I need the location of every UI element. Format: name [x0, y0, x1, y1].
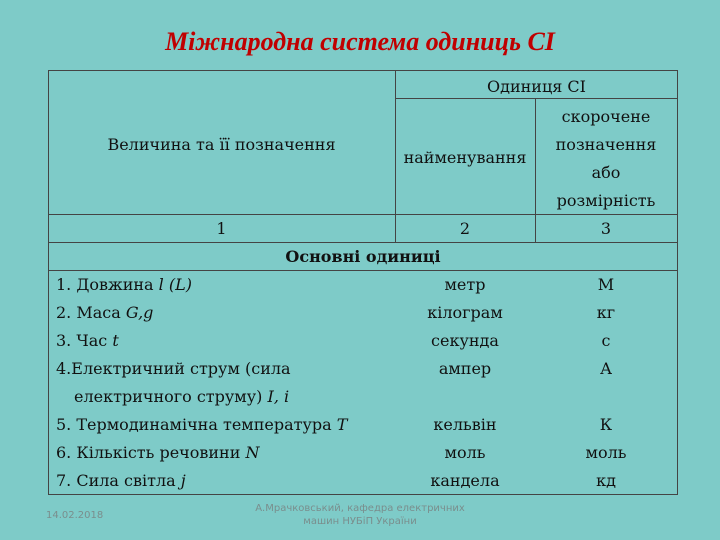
unit-name-cell: моль: [444, 443, 486, 462]
header-name: найменування: [403, 148, 527, 167]
header-short-line-4: розмірність: [556, 191, 656, 210]
quantity-cell: [56, 305, 153, 321]
quantity-text: 6. Кількість речовини: [56, 443, 246, 462]
unit-name-cell: метр: [444, 275, 486, 294]
unit-name-cell: кілограм: [427, 303, 503, 322]
unit-name-cell: секунда: [431, 331, 499, 350]
quantity-cell: [56, 473, 186, 489]
unit-short-cell: моль: [585, 443, 627, 462]
quantity-text: 5. Термодинамічна температура: [56, 415, 337, 434]
quantity-symbol: t: [112, 331, 119, 350]
numbers-bottom-border: [48, 242, 678, 243]
quantity-cell: [56, 417, 347, 433]
quantity-text: електричного струму): [74, 387, 268, 406]
header-si-unit: Одиниця СІ: [487, 77, 586, 96]
quantity-symbol: N: [245, 443, 260, 462]
table-right-border: [677, 70, 678, 494]
quantity-text: 2. Маса: [56, 303, 126, 322]
table-bottom-border: [48, 494, 678, 495]
quantity-symbol: G,g: [125, 303, 154, 322]
footer-author-line-2: машин НУБіП України: [303, 516, 417, 527]
section-title: Основні одиниці: [285, 247, 441, 266]
quantity-symbol: j: [180, 471, 186, 490]
unit-name-cell: кельвін: [433, 415, 497, 434]
quantity-cell: [56, 333, 119, 349]
quantity-text: 7. Сила світла: [56, 471, 181, 490]
section-bottom-border: [48, 270, 678, 271]
footer-date: 14.02.2018: [46, 510, 104, 521]
quantity-symbol: l (L): [158, 275, 192, 294]
page-title: Міжнародна система одиниць СІ: [165, 27, 555, 56]
quantity-cell: [56, 361, 291, 377]
column-number-1: 1: [216, 219, 227, 238]
header-short-line-3: або: [591, 163, 621, 182]
unit-name-cell: кандела: [430, 471, 500, 490]
header-bottom-border: [48, 214, 678, 215]
footer-author-line-1: А.Мрачковський, кафедра електричних: [255, 503, 465, 514]
quantity-text: 1. Довжина: [56, 275, 159, 294]
quantity-cell: [56, 277, 192, 293]
unit-short-cell: с: [601, 331, 611, 350]
quantity-cell: [74, 389, 289, 405]
si-unit-divider: [395, 98, 678, 99]
table-top-border: [48, 70, 678, 71]
unit-name-cell: ампер: [438, 359, 492, 378]
column-number-2: 2: [459, 219, 471, 238]
quantity-symbol: I, i: [267, 387, 290, 406]
quantity-symbol: T: [336, 415, 348, 434]
table-left-border: [48, 70, 49, 494]
column-number-3: 3: [600, 219, 612, 238]
unit-short-cell: кг: [596, 303, 616, 322]
unit-short-cell: кд: [596, 471, 616, 490]
header-short-line-1: скорочене: [561, 107, 651, 126]
header-quantity: Величина та її позначення: [107, 135, 336, 154]
header-short-line-2: позначення: [555, 135, 657, 154]
unit-short-cell: А: [599, 359, 613, 378]
quantity-cell: [56, 445, 259, 461]
quantity-text: 3. Час: [56, 331, 113, 350]
unit-short-cell: М: [597, 275, 615, 294]
unit-short-cell: К: [599, 415, 613, 434]
quantity-text: 4.Електричний струм (сила: [56, 359, 291, 378]
